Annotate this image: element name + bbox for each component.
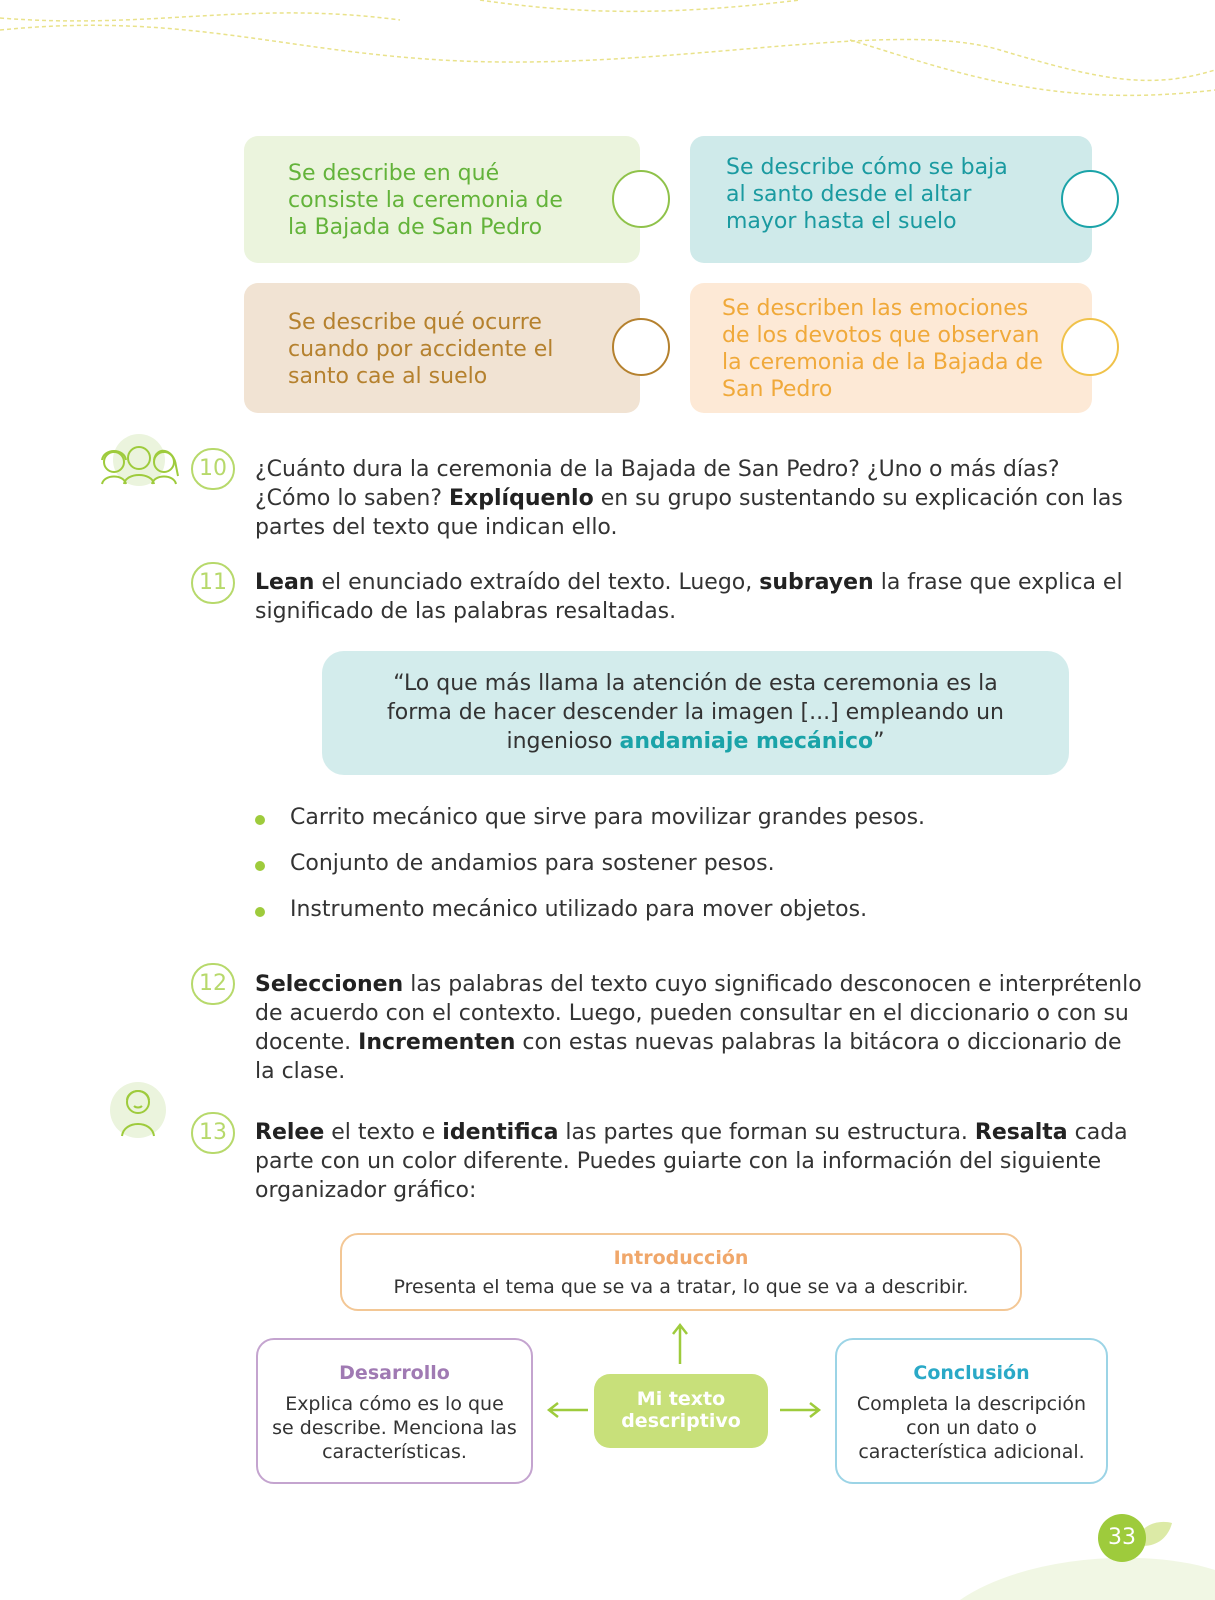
- question-number-13: 13: [191, 1112, 235, 1154]
- body-line: característica adicional.: [858, 1441, 1085, 1463]
- question-12-text: [255, 970, 1155, 1086]
- card-line: de los devotos que observan: [722, 323, 1040, 348]
- text-span: el enunciado extraído del texto. Luego,: [314, 570, 760, 595]
- organizer-heading: Introducción: [613, 1247, 749, 1269]
- text-span: ingenioso: [506, 729, 620, 754]
- bold-instruction: Explíquenlo: [449, 486, 594, 511]
- text-line: [255, 568, 1135, 597]
- organizer-heading: Conclusión: [913, 1362, 1030, 1384]
- organizer-introduction: [340, 1233, 1022, 1311]
- organizer-conclusion: [835, 1338, 1108, 1484]
- card-line: mayor hasta el suelo: [726, 209, 957, 234]
- text-line: [255, 484, 1135, 513]
- center-line: Mi texto: [636, 1388, 726, 1410]
- text-span: las palabras del texto cuyo significado desconocen e interprétenlo: [403, 972, 1142, 997]
- card-emotions: [690, 283, 1092, 413]
- body-line: Explica cómo es lo que: [285, 1393, 504, 1415]
- highlighted-words: andamiaje mecánico: [619, 729, 874, 754]
- quote-line: forma de hacer descender la imagen [...] empleando un: [387, 700, 1004, 725]
- card-line: Se describe cómo se baja: [726, 155, 1008, 180]
- bold-instruction: Lean: [255, 570, 315, 595]
- text-line: ¿Cuánto dura la ceremonia de la Bajada de San Pedro? ¿Uno o más días?: [255, 457, 1060, 482]
- body-line: características.: [322, 1441, 467, 1463]
- option-3[interactable]: Instrumento mecánico utilizado para mover objetos.: [290, 897, 868, 922]
- order-circle-1[interactable]: [612, 170, 670, 228]
- question-11-text: [255, 568, 1135, 626]
- text-line: de acuerdo con el contexto. Luego, pueden consultar en el diccionario o con su: [255, 1001, 1129, 1026]
- card-line: San Pedro: [722, 377, 833, 402]
- option-1[interactable]: Carrito mecánico que sirve para movilizar grandes pesos.: [290, 805, 926, 830]
- organizer-center-my-text: [594, 1374, 768, 1448]
- quote-line: “Lo que más llama la atención de esta ceremonia es la: [393, 671, 998, 696]
- card-line: al santo desde el altar: [726, 182, 972, 207]
- body-line: con un dato o: [906, 1417, 1037, 1439]
- text-span: la frase que explica el: [873, 570, 1123, 595]
- body-line: Completa la descripción: [856, 1393, 1087, 1415]
- organizer-body: [837, 1392, 1106, 1464]
- question-13-text: [255, 1118, 1155, 1205]
- bold-instruction: Seleccionen: [255, 972, 404, 997]
- text-line: partes del texto que indican ello.: [255, 515, 618, 540]
- bold-instruction: Resalta: [974, 1120, 1068, 1145]
- quote-box: [322, 651, 1069, 775]
- card-how-lowered: [690, 136, 1092, 263]
- order-circle-2[interactable]: [1061, 170, 1119, 228]
- arrow-right-icon: [778, 1400, 822, 1420]
- text-line: [255, 970, 1155, 999]
- question-number-12: 12: [191, 963, 235, 1005]
- option-bullet: [255, 861, 265, 871]
- text-line: parte con un color diferente. Puedes guiarte con la información del siguiente: [255, 1149, 1102, 1174]
- option-bullet: [255, 815, 265, 825]
- option-2[interactable]: Conjunto de andamios para sostener pesos.: [290, 851, 775, 876]
- text-line: organizador gráfico:: [255, 1178, 477, 1203]
- organizer-body: [258, 1392, 531, 1464]
- quote-line: [322, 727, 1069, 756]
- text-line: significado de las palabras resaltadas.: [255, 599, 677, 624]
- text-span: ”: [873, 729, 885, 754]
- card-line: cuando por accidente el: [288, 337, 554, 362]
- organizer-development: [256, 1338, 533, 1484]
- group-work-icon: [96, 432, 182, 498]
- card-line: santo cae al suelo: [288, 364, 488, 389]
- center-line: descriptivo: [621, 1410, 741, 1432]
- card-line: la ceremonia de la Bajada de: [722, 350, 1043, 375]
- arrow-left-icon: [546, 1400, 590, 1420]
- organizer-body: Presenta el tema que se va a tratar, lo que se va a describir.: [393, 1276, 969, 1298]
- text-span: en su grupo sustentando su explicación con las: [593, 486, 1123, 511]
- card-accident: [244, 283, 640, 413]
- individual-work-icon: [108, 1080, 168, 1140]
- text-line: [255, 1028, 1155, 1057]
- option-bullet: [255, 907, 265, 917]
- decorative-top-waves: [0, 0, 1215, 110]
- bold-instruction: identifica: [442, 1120, 559, 1145]
- card-line: consiste la ceremonia de: [288, 188, 563, 213]
- card-line: Se describen las emociones: [722, 296, 1029, 321]
- text-span: el texto e: [324, 1120, 443, 1145]
- question-10-text: [255, 455, 1135, 542]
- text-line: [255, 1118, 1155, 1147]
- bold-instruction: Relee: [255, 1120, 325, 1145]
- bold-instruction: Incrementen: [358, 1030, 516, 1055]
- card-line: Se describe en qué: [288, 161, 500, 186]
- organizer-heading: Desarrollo: [339, 1362, 450, 1384]
- order-circle-4[interactable]: [1061, 318, 1119, 376]
- page-number: 33: [1098, 1514, 1146, 1562]
- text-span: cada: [1067, 1120, 1128, 1145]
- text-line: la clase.: [255, 1059, 346, 1084]
- text-span: docente.: [255, 1030, 359, 1055]
- bold-instruction: subrayen: [759, 570, 874, 595]
- card-line: la Bajada de San Pedro: [288, 215, 543, 240]
- arrow-up-icon: [670, 1322, 690, 1366]
- card-line: Se describe qué ocurre: [288, 310, 542, 335]
- question-number-10: 10: [191, 448, 235, 490]
- card-what-ceremony: [244, 136, 640, 263]
- order-circle-3[interactable]: [612, 318, 670, 376]
- text-span: con estas nuevas palabras la bitácora o diccionario de: [515, 1030, 1122, 1055]
- decorative-bottom-shape: [960, 1550, 1215, 1600]
- body-line: se describe. Menciona las: [272, 1417, 517, 1439]
- text-span: las partes que forman su estructura.: [558, 1120, 975, 1145]
- question-number-11: 11: [191, 562, 235, 604]
- text-span: ¿Cómo lo saben?: [255, 486, 450, 511]
